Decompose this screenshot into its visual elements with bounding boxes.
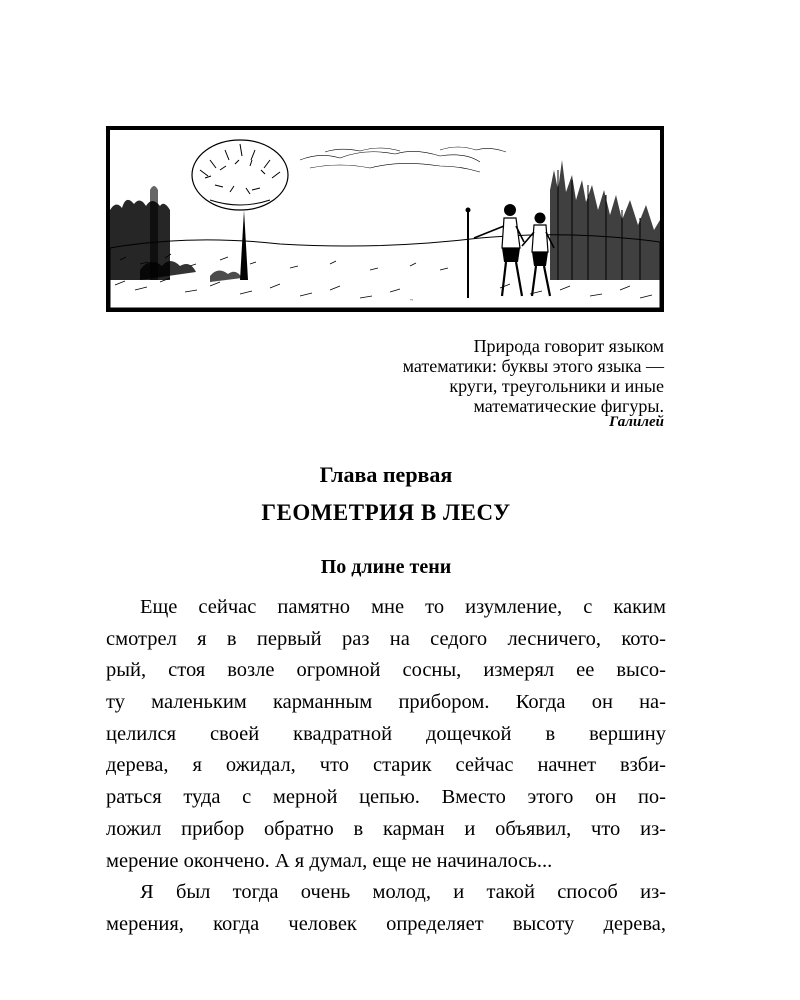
text-line: целился своей квадратной дощечкой в вершину [106, 722, 666, 745]
epigraph-line: математические фигуры. [473, 396, 664, 416]
chapter-illustration [106, 126, 664, 312]
text-line: смотрел я в первый раз на седого лесничего, кото- [106, 627, 666, 650]
text-line: дерева, я ожидал, что старик сейчас начнет взби- [106, 754, 666, 777]
text-line: рый, стоя возле огромной сосны, измерял ее высо- [106, 659, 666, 682]
epigraph-line: Природа говорит языком [473, 336, 664, 356]
forest-scene-illustration [110, 130, 660, 308]
text-line: ту маленьким карманным прибором. Когда он на- [106, 691, 666, 714]
text-line: мерение окончено. А я думал, еще не начиналось... [106, 849, 553, 872]
text-line: раться туда с мерной цепью. Вместо этого он по- [106, 786, 666, 809]
epigraph-line: круги, треугольники и иные [449, 376, 664, 396]
text-line: мерения, когда человек определяет высоту дерева, [106, 912, 666, 935]
epigraph-line: математики: буквы этого языка — [402, 356, 664, 376]
epigraph [304, 336, 664, 416]
text-line: Еще сейчас памятно мне то изумление, с каким [140, 596, 666, 618]
epigraph-author: Галилей [609, 414, 664, 430]
chapter-label: Глава первая [319, 462, 453, 487]
body-text [106, 592, 666, 941]
text-line: Я был тогда очень молод, и такой способ из- [140, 881, 666, 904]
chapter-title: ГЕОМЕТРИЯ В ЛЕСУ [261, 500, 511, 525]
section-title: По длине тени [320, 556, 452, 578]
text-line: ложил прибор обратно в карман и объявил, что из- [106, 817, 666, 840]
svg-text:~: ~ [410, 298, 414, 304]
